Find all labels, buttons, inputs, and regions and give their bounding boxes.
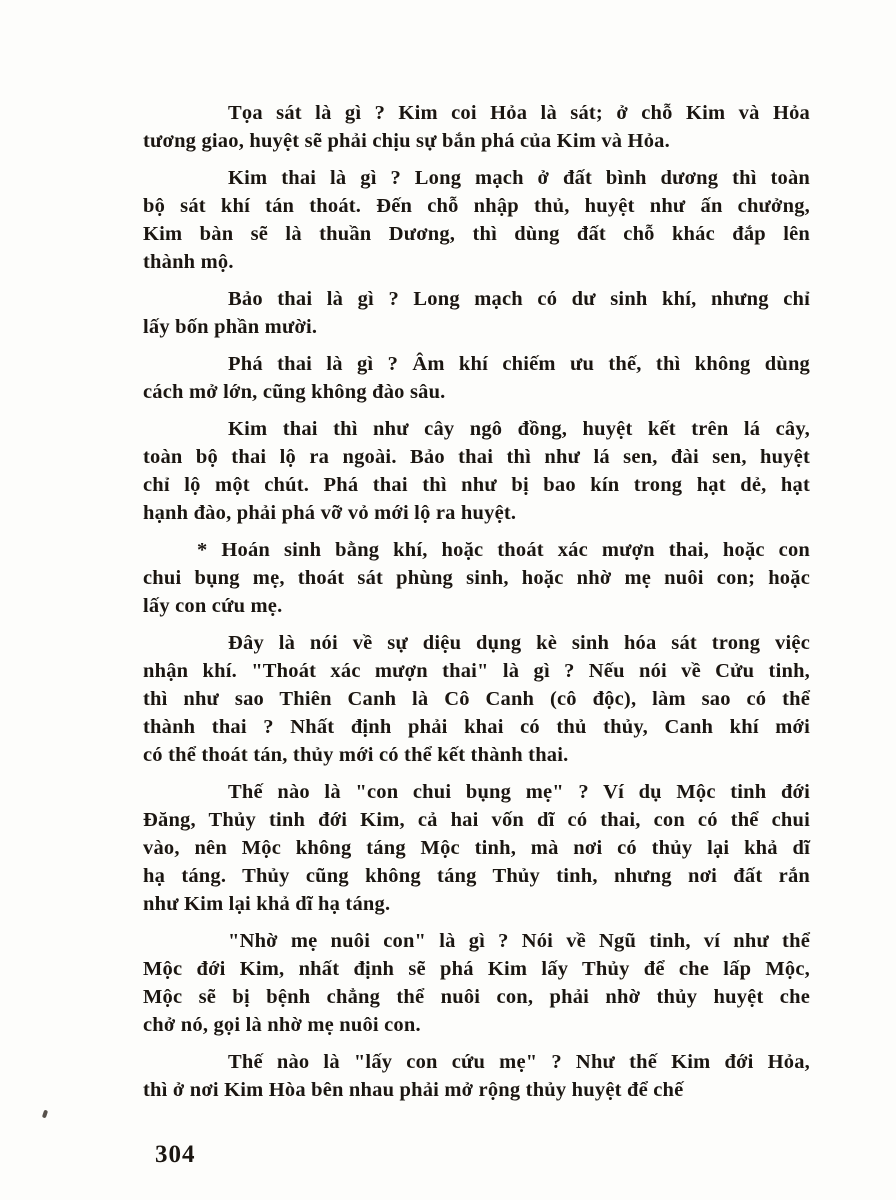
paragraph — [143, 350, 810, 406]
paragraph — [143, 99, 810, 155]
text-line: * Hoán sinh bằng khí, hoặc thoát xác mượn thai, hoặc con — [197, 539, 810, 561]
text-line: vào, nên Mộc không táng Mộc tinh, mà nơi có thủy lại khả dĩ — [143, 837, 810, 859]
text-line: chở nó, gọi là nhờ mẹ nuôi con. — [143, 1014, 421, 1036]
scan-speck — [42, 1110, 48, 1119]
text-line: có thể thoát tán, thủy mới có thể kết thành thai. — [143, 744, 569, 766]
text-line: Đăng, Thủy tinh đới Kim, cả hai vốn dĩ có thai, con có thể chui — [143, 809, 810, 831]
text-line: Kim bàn sẽ là thuần Dương, thì dùng đất chỗ khác đắp lên — [143, 223, 810, 245]
text-line: "Nhờ mẹ nuôi con" là gì ? Nói về Ngũ tinh, ví như thể — [228, 930, 810, 952]
paragraph-starred — [143, 536, 810, 620]
text-line: chỉ lộ một chút. Phá thai thì như bị bao kín trong hạt dẻ, hạt — [143, 474, 810, 496]
text-line: bộ sát khí tán thoát. Đến chỗ nhập thủ, huyệt như ấn chưởng, — [143, 195, 810, 217]
text-line: thành thai ? Nhất định phải khai có thủ thủy, Canh khí mới — [143, 716, 810, 738]
text-line: hạnh đào, phải phá vỡ vỏ mới lộ ra huyệt. — [143, 502, 517, 524]
text-line: Đây là nói về sự diệu dụng kè sinh hóa sát trong việc — [228, 632, 810, 654]
paragraph — [143, 927, 810, 1039]
text-line: Kim thai thì như cây ngô đồng, huyệt kết trên lá cây, — [228, 418, 810, 440]
text-line: toàn bộ thai lộ ra ngoài. Bảo thai thì như lá sen, đài sen, huyệt — [143, 446, 810, 468]
text-line: hạ táng. Thủy cũng không táng Thủy tinh, nhưng nơi đất rắn — [143, 865, 810, 887]
text-line: thì như sao Thiên Canh là Cô Canh (cô độc), làm sao có thể — [143, 688, 810, 710]
text-line: tương giao, huyệt sẽ phải chịu sự bắn phá của Kim và Hỏa. — [143, 130, 670, 152]
text-line: Tọa sát là gì ? Kim coi Hỏa là sát; ở chỗ Kim và Hỏa — [228, 102, 810, 124]
text-line: Thế nào là "con chui bụng mẹ" ? Ví dụ Mộc tinh đới — [228, 781, 810, 803]
text-line: Phá thai là gì ? Âm khí chiếm ưu thế, thì không dùng — [228, 353, 810, 375]
body-text — [143, 99, 810, 1104]
text-line: lấy bốn phần mười. — [143, 316, 318, 338]
text-line: thành mộ. — [143, 251, 234, 273]
paragraph — [143, 1048, 810, 1104]
text-line: Thế nào là "lấy con cứu mẹ" ? Như thế Kim đới Hỏa, — [228, 1051, 810, 1073]
text-line: chui bụng mẹ, thoát sát phùng sinh, hoặc nhờ mẹ nuôi con; hoặc — [143, 567, 810, 589]
paragraph — [143, 285, 810, 341]
text-line: thì ở nơi Kim Hòa bên nhau phải mở rộng thủy huyệt để chế — [143, 1079, 684, 1101]
text-line: cách mở lớn, cũng không đào sâu. — [143, 381, 446, 403]
text-line: Mộc đới Kim, nhất định sẽ phá Kim lấy Thủy để che lấp Mộc, — [143, 958, 810, 980]
paragraph — [143, 164, 810, 276]
text-line: Bảo thai là gì ? Long mạch có dư sinh khí, nhưng chỉ — [228, 288, 810, 310]
paragraph — [143, 629, 810, 769]
paragraph — [143, 415, 810, 527]
paragraph — [143, 778, 810, 918]
page-number: 304 — [155, 1141, 196, 1168]
text-line: Mộc sẽ bị bệnh chẳng thể nuôi con, phải nhờ thủy huyệt che — [143, 986, 810, 1008]
text-line: như Kim lại khả dĩ hạ táng. — [143, 893, 391, 915]
text-line: Kim thai là gì ? Long mạch ở đất bình dương thì toàn — [228, 167, 810, 189]
text-line: lấy con cứu mẹ. — [143, 595, 283, 617]
text-line: nhận khí. "Thoát xác mượn thai" là gì ? Nếu nói về Cửu tinh, — [143, 660, 810, 682]
